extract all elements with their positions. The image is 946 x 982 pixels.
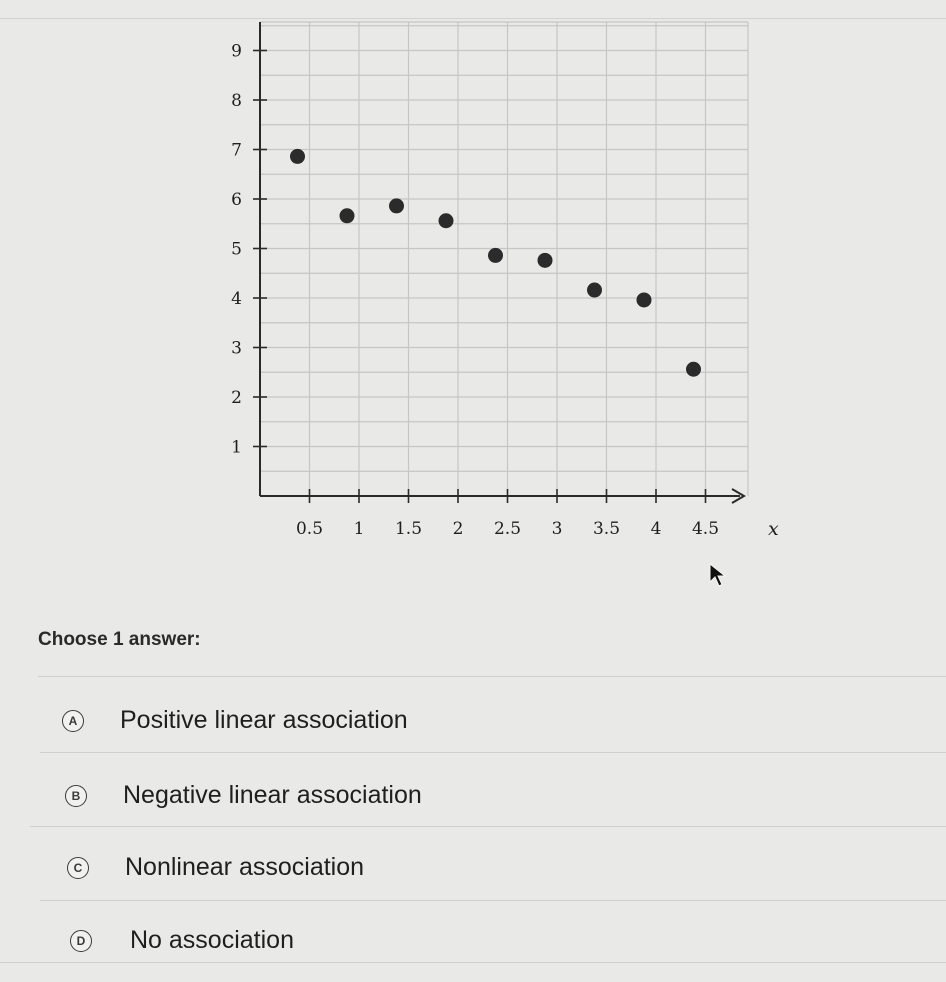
divider [0, 962, 946, 963]
x-tick-label: 1.5 [394, 519, 423, 539]
choice-b-letter-icon: B [65, 785, 87, 807]
y-tick-label: 4 [231, 289, 242, 309]
choice-a[interactable] [62, 706, 408, 735]
scatter-point [389, 198, 404, 213]
x-tick-label: 2.5 [493, 519, 522, 539]
choice-d[interactable] [70, 926, 294, 955]
chart-points [290, 149, 701, 377]
scatter-point [637, 292, 652, 307]
x-tick-label: 3 [551, 519, 563, 539]
x-tick-label: 4.5 [691, 519, 720, 539]
choice-c-label: Nonlinear association [125, 853, 365, 881]
y-tick-label: 3 [231, 338, 242, 359]
y-tick-label: 9 [231, 41, 242, 62]
divider [40, 900, 946, 901]
choice-a-letter-icon: A [62, 710, 84, 732]
x-axis-label: x [768, 518, 779, 540]
x-tick-label: 4 [650, 519, 662, 539]
scatter-point [686, 362, 701, 377]
choice-b[interactable] [65, 781, 422, 810]
choice-a-label: Positive linear association [120, 706, 408, 734]
choice-d-letter-icon: D [70, 930, 92, 952]
scatter-point [290, 149, 305, 164]
answer-prompt: Choose 1 answer: [38, 629, 201, 650]
scatter-point [538, 253, 553, 268]
choice-c[interactable] [67, 853, 364, 882]
x-tick-label: 2 [452, 519, 464, 539]
x-tick-label: 0.5 [295, 519, 324, 539]
divider [38, 676, 946, 677]
chart-grid [260, 22, 748, 496]
x-tick-label: 1 [353, 519, 365, 539]
y-tick-label: 2 [231, 388, 242, 408]
divider [40, 752, 946, 753]
mouse-pointer-icon [708, 562, 732, 588]
scatter-point [439, 213, 454, 228]
chart-axes [260, 22, 744, 503]
choice-d-label: No association [130, 926, 294, 954]
divider [30, 826, 946, 827]
scatter-point [340, 208, 355, 223]
y-tick-label: 6 [231, 190, 242, 210]
chart-ticks [231, 42, 719, 540]
y-tick-label: 5 [231, 239, 242, 260]
choice-b-label: Negative linear association [123, 781, 422, 809]
scatter-point [587, 283, 602, 298]
scatter-point [488, 248, 503, 263]
y-tick-label: 8 [231, 91, 242, 111]
y-tick-label: 1 [231, 437, 242, 458]
choice-c-letter-icon: C [67, 857, 89, 879]
x-tick-label: 3.5 [592, 519, 621, 539]
y-tick-label: 7 [231, 140, 242, 161]
